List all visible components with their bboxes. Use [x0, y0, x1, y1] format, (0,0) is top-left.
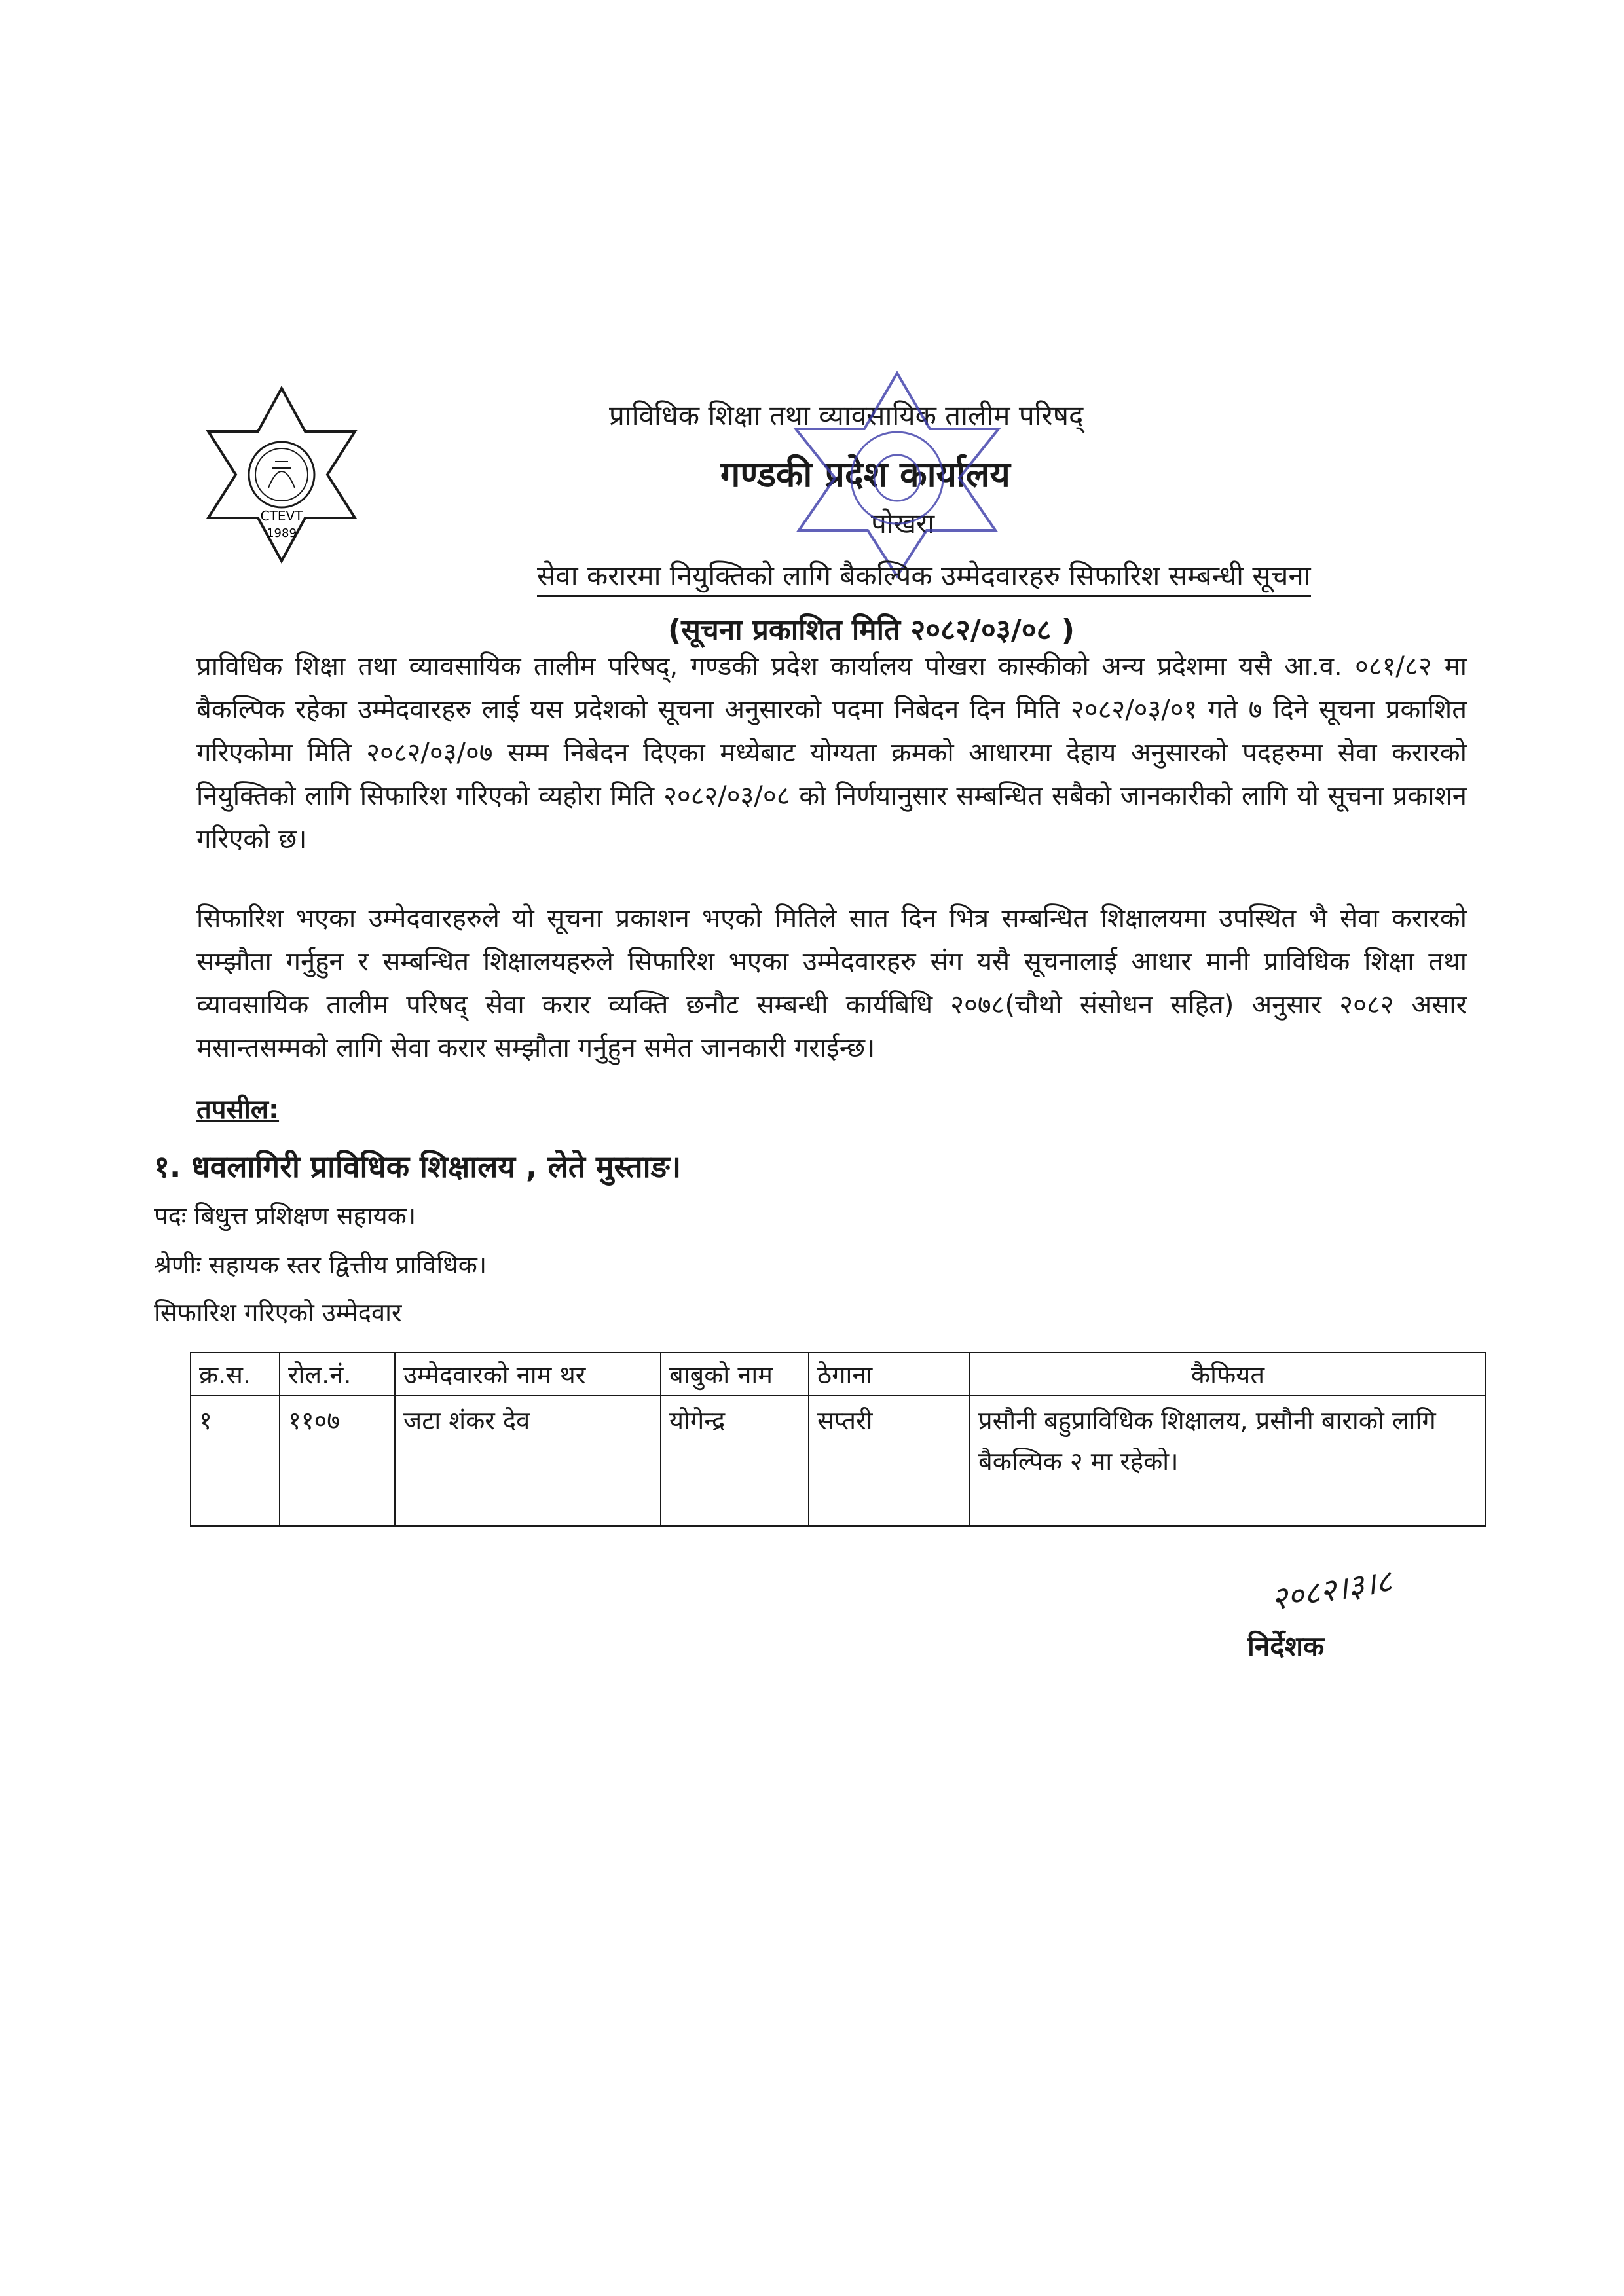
cell-roll: ११०७ — [280, 1396, 395, 1526]
cell-sn: १ — [191, 1396, 280, 1526]
candidate-table — [190, 1352, 1486, 1527]
handwritten-signature: २०८२।३।८ — [1268, 1562, 1395, 1618]
notice-subject: सेवा करारमा नियुक्तिको लागि बैकल्पिक उम्मेदवारहरु सिफारिश सम्बन्धी सूचना — [537, 556, 1311, 597]
office-name: गण्डकी प्रदेश कार्यालय — [720, 454, 1010, 495]
col-header-remarks: कैफियत — [970, 1353, 1486, 1396]
signatory-title: निर्देशक — [1247, 1630, 1325, 1662]
post-line: पदः बिधुत्त प्रशिक्षण सहायक। — [154, 1201, 416, 1230]
col-header-roll: रोल.नं. — [280, 1353, 395, 1396]
paragraph-instructions: सिफारिश भएका उम्मेदवारहरुले यो सूचना प्रकाशन भएको मितिले सात दिन भित्र सम्बन्धित शिक्षालयमा उपस्थित भै सेवा करारको सम्झौता गर्नुहुन र सम्बन्धित शिक्षालयहरुले सिफारिश भएका उम्मेदवारहरु संग यसै सूचनालाई आधार मानी प्राविधिक शिक्षा तथा व्यावसायिक तालीम परिषद् सेवा करार व्यक्ति छनौट सम्बन्धी कार्यबिधि २०७८(चौथो संसोधन सहित) अनुसार २०८२ असार मसान्तसम्मको लागि सेवा करार सम्झौता गर्नुहुन समेत जानकारी गराईन्छ। — [196, 903, 1467, 1063]
logo-year: 1989 — [267, 526, 297, 540]
logo-text: CTEVT — [260, 508, 303, 524]
grade-line: श्रेणीः सहायक स्तर द्वित्तीय प्राविधिक। — [154, 1250, 487, 1279]
details-heading: तपसील: — [196, 1095, 280, 1125]
office-city: पोखरा — [871, 507, 935, 539]
col-header-father: बाबुको नाम — [661, 1353, 809, 1396]
cell-address: सप्तरी — [809, 1396, 970, 1526]
ctevt-logo — [203, 383, 360, 566]
school-name: १. धवलागिरी प्राविधिक शिक्षालय , लेते मुस्ताङ। — [154, 1149, 682, 1184]
col-header-address: ठेगाना — [809, 1353, 970, 1396]
published-date: (सूचना प्रकाशित मिति २०८२/०३/०८ ) — [668, 613, 1075, 647]
office-stamp — [773, 370, 1022, 579]
council-name: प्राविधिक शिक्षा तथा व्यावसायिक तालीम परिषद् — [609, 399, 1084, 431]
col-header-name: उम्मेदवारको नाम थर — [395, 1353, 661, 1396]
table-header-row — [191, 1353, 1486, 1396]
recommended-label: सिफारिश गरिएको उम्मेदवार — [154, 1298, 402, 1327]
table-row — [191, 1396, 1486, 1526]
cell-remarks: प्रसौनी बहुप्राविधिक शिक्षालय, प्रसौनी बाराको लागि बैकल्पिक २ मा रहेको। — [970, 1396, 1486, 1526]
cell-father: योगेन्द्र — [661, 1396, 809, 1526]
paragraph-main: प्राविधिक शिक्षा तथा व्यावसायिक तालीम परिषद्, गण्डकी प्रदेश कार्यालय पोखरा कास्कीको अन्य प्रदेशमा यसै आ.व. ०८१/८२ मा बैकल्पिक रहेका उम्मेदवारहरु लाई यस प्रदेशको सूचना अनुसारको पदमा निबेदन दिन मिति २०८२/०३/०१ गते ७ दिने सूचना प्रकाशित गरिएकोमा मिति २०८२/०३/०७ सम्म निबेदन दिएका मध्येबाट योग्यता क्रमको आधारमा देहाय अनुसारको पदहरुमा सेवा करारको नियुक्तिको लागि सिफारिश गरिएको व्यहोरा मिति २०८२/०३/०८ को निर्णयानुसार सम्बन्धित सबैको जानकारीको लागि यो सूचना प्रकाशन गरिएको छ। — [196, 651, 1467, 854]
col-header-sn: क्र.स. — [191, 1353, 280, 1396]
cell-name: जटा शंकर देव — [395, 1396, 661, 1526]
